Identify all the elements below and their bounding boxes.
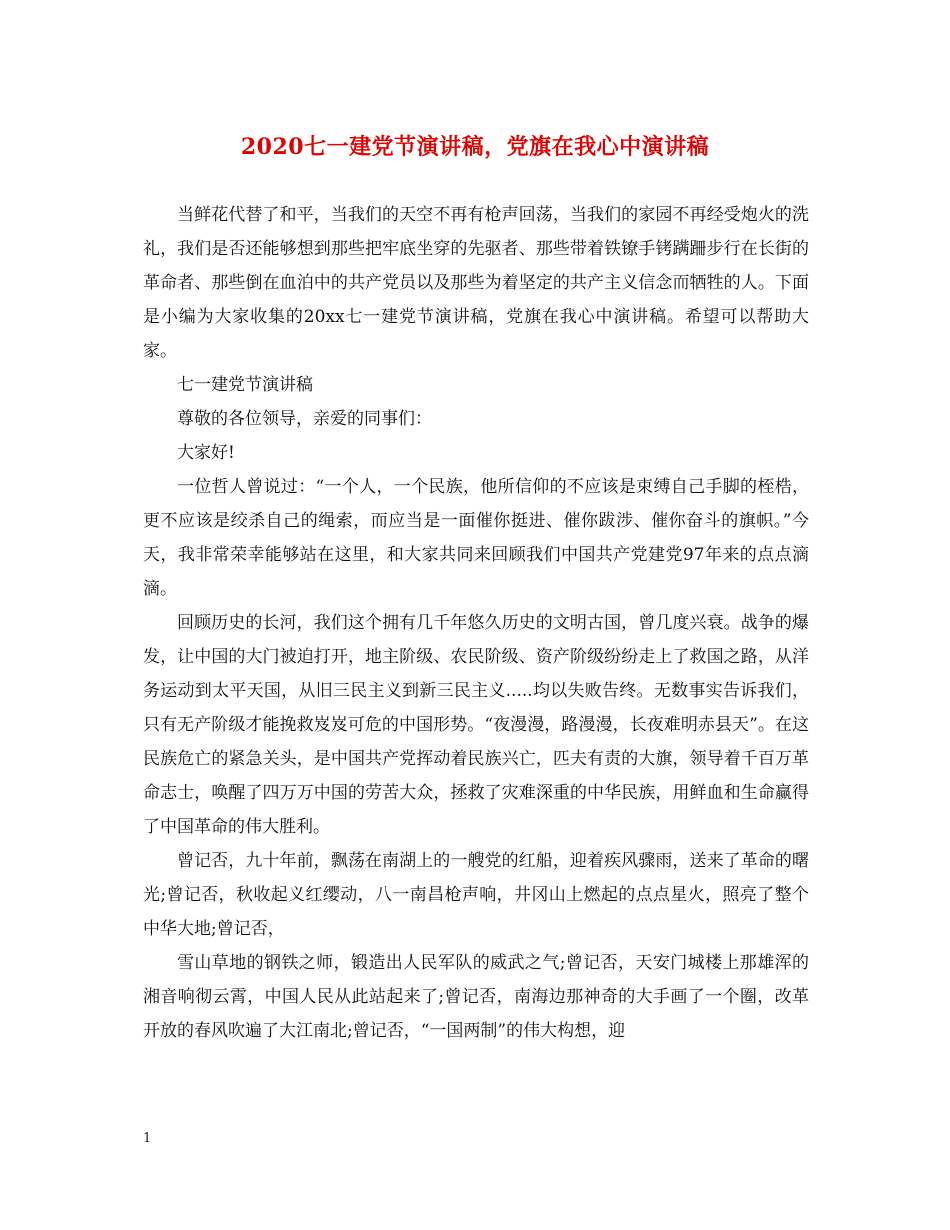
document-body	[143, 198, 809, 1048]
paragraph-remember-1: 曾记否，九十年前，飘荡在南湖上的一艘党的红船，迎着疾风骤雨，送来了革命的曙光;曾记否，秋收起义红缨动，八一南昌枪声响，井冈山上燃起的点点星火，照亮了整个中华大地;曾记否，	[143, 851, 809, 939]
paragraph-intro: 当鲜花代替了和平，当我们的天空不再有枪声回荡，当我们的家园不再经受炮火的洗礼，我们是否还能够想到那些把牢底坐穿的先驱者、那些带着铁镣手铐蹒跚步行在长街的革命者、那些倒在血泊中的共产党员以及那些为着坚定的共产主义信念而牺牲的人。下面是小编为大家收集的20xx七一建党节演讲稿，党旗在我心中演讲稿。希望可以帮助大家。	[143, 205, 809, 361]
document-title: 2020七一建党节演讲稿，党旗在我心中演讲稿	[240, 134, 710, 160]
page-number: 1	[143, 1131, 152, 1146]
paragraph-history: 回顾历史的长河，我们这个拥有几千年悠久历史的文明古国，曾几度兴衰。战争的爆发，让中国的大门被迫打开，地主阶级、农民阶级、资产阶级纷纷走上了救国之路，从洋务运动到太平天国，从旧三民主义到新三民主义.....均以失败告终。无数事实告诉我们，只有无产阶级才能挽救岌岌可危的中国形势。“夜漫漫，路漫漫，长夜难明赤县天”。在这民族危亡的紧急关头，是中国共产党挥动着民族兴亡，匹夫有责的大旗，领导着千百万革命志士，唤醒了四万万中国的劳苦大众，拯救了灾难深重的中华民族，用鲜血和生命赢得了中国革命的伟大胜利。	[143, 613, 809, 837]
paragraph-greeting: 大家好!	[177, 443, 235, 463]
paragraph-quote: 一位哲人曾说过：“一个人，一个民族，他所信仰的不应该是束缚自己手脚的桎梏，更不应该是绞杀自己的绳索，而应当是一面催你挺进、催你跋涉、催你奋斗的旗帜。”今天，我非常荣幸能够站在这里，和大家共同来回顾我们中国共产党建党97年来的点点滴滴。	[143, 477, 809, 599]
paragraph-remember-2: 雪山草地的钢铁之师，锻造出人民军队的威武之气;曾记否，天安门城楼上那雄浑的湘音响彻云霄，中国人民从此站起来了;曾记否，南海边那神奇的大手画了一个圈，改革开放的春风吹遍了大江南北;曾记否，“一国两制”的伟大构想，迎	[143, 953, 809, 1041]
paragraph-heading: 七一建党节演讲稿	[177, 375, 313, 395]
paragraph-salutation: 尊敬的各位领导，亲爱的同事们：	[177, 409, 432, 429]
